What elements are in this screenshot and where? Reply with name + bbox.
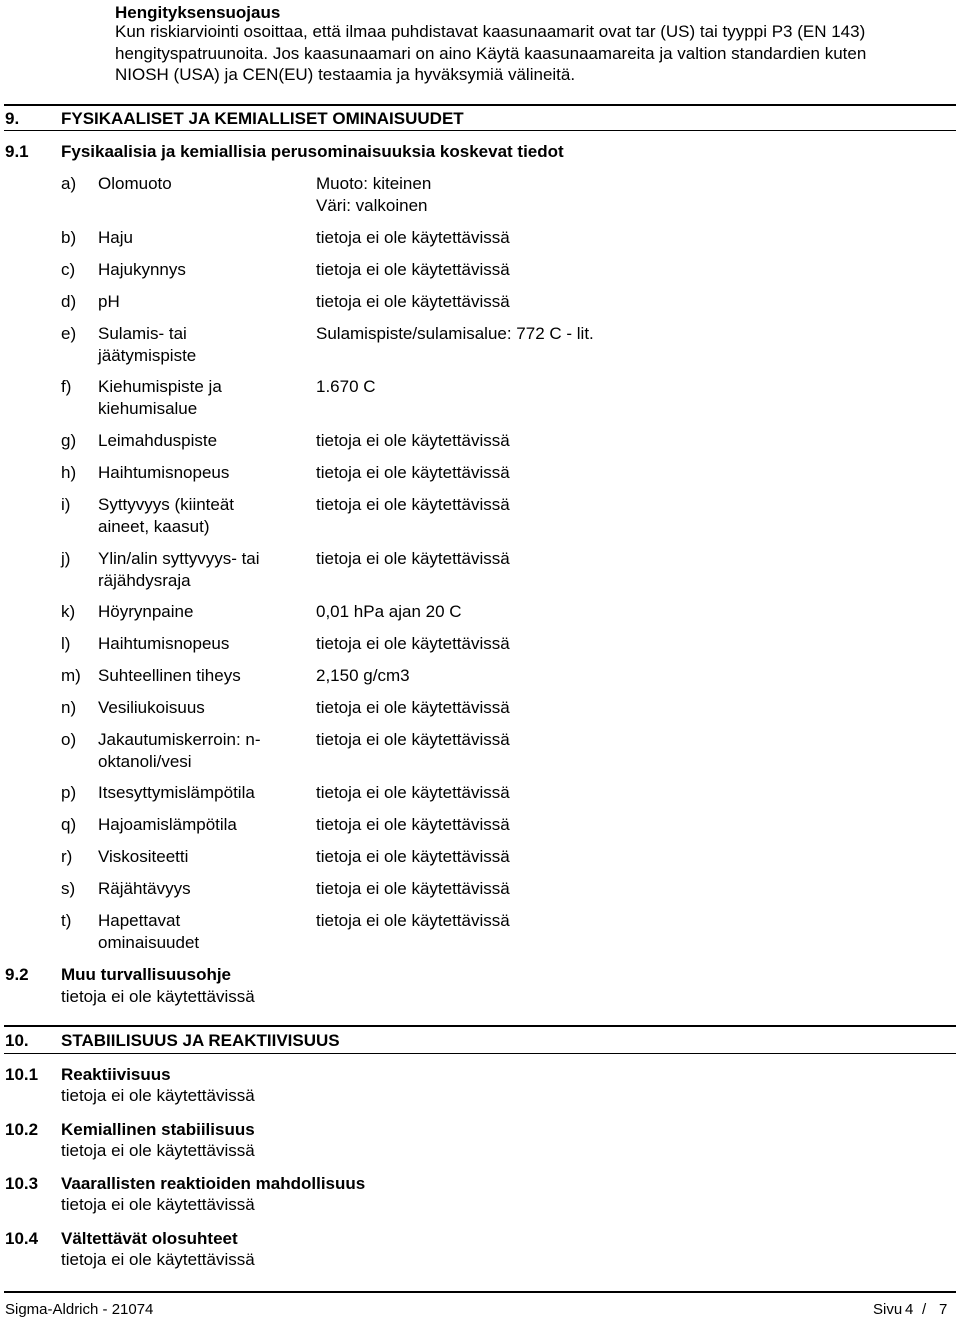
property-value: tietoja ei ole käytettävissä <box>316 549 510 568</box>
property-value: tietoja ei ole käytettävissä <box>316 879 510 898</box>
subsection-title: Muu turvallisuusohje <box>61 965 232 984</box>
subsection-title: Reaktiivisuus <box>61 1065 171 1084</box>
footer-page-total: 7 <box>939 1301 948 1318</box>
subsection-text: tietoja ei ole käytettävissä <box>61 1086 255 1105</box>
property-value: tietoja ei ole käytettävissä <box>316 634 510 653</box>
paragraph-line: Kun riskiarviointi osoittaa, että ilmaa puhdistavat kaasunaamarit ovat tar (US) tai tyyppi P3 (EN 143) <box>115 22 866 41</box>
property-value: tietoja ei ole käytettävissä <box>316 292 510 311</box>
property-name: Syttyvyys (kiinteät aineet, kaasut) <box>98 495 235 536</box>
property-value: tietoja ei ole käytettävissä <box>316 495 510 514</box>
subsection-text: tietoja ei ole käytettävissä <box>61 987 255 1006</box>
section-divider <box>4 1025 956 1027</box>
property-value: tietoja ei ole käytettävissä <box>316 815 510 834</box>
subsection-number: 10.3 <box>5 1174 39 1193</box>
property-letter: f) <box>61 377 72 396</box>
property-letter: q) <box>61 815 77 834</box>
paragraph-line: NIOSH (USA) ja CEN(EU) testaamia ja hyväksymiä välineitä. <box>115 65 576 84</box>
property-value: tietoja ei ole käytettävissä <box>316 847 510 866</box>
property-name: Hajukynnys <box>98 260 186 279</box>
property-letter: m) <box>61 666 81 685</box>
subsection-title: Vältettävät olosuhteet <box>61 1229 238 1248</box>
property-value: tietoja ei ole käytettävissä <box>316 260 510 279</box>
property-value: Muoto: kiteinen <box>316 174 432 193</box>
property-letter: b) <box>61 228 77 247</box>
footer-page-number: 4 <box>905 1301 914 1318</box>
property-value: tietoja ei ole käytettävissä <box>316 463 510 482</box>
property-letter: d) <box>61 292 77 311</box>
property-letter: j) <box>61 549 71 568</box>
property-letter: g) <box>61 431 77 450</box>
property-letter: t) <box>61 911 72 930</box>
property-name: Leimahduspiste <box>98 431 218 450</box>
property-letter: a) <box>61 174 77 193</box>
footer-document-id: Sigma-Aldrich - 21074 <box>5 1301 154 1318</box>
subsection-number: 10.1 <box>5 1065 39 1084</box>
property-name: Jakautumiskerroin: n-oktanoli/vesi <box>98 730 261 771</box>
subsection-heading: Hengityksensuojaus <box>115 3 281 22</box>
footer-page-separator: / <box>922 1301 927 1318</box>
property-name: Räjähtävyys <box>98 879 191 898</box>
property-value: tietoja ei ole käytettävissä <box>316 730 510 749</box>
subsection-title: Kemiallinen stabiilisuus <box>61 1120 255 1139</box>
property-letter: p) <box>61 783 77 802</box>
subsection-text: tietoja ei ole käytettävissä <box>61 1195 255 1214</box>
section-divider <box>4 1053 956 1054</box>
property-letter: n) <box>61 698 77 717</box>
property-value: tietoja ei ole käytettävissä <box>316 228 510 247</box>
section-title: STABIILISUUS JA REAKTIIVISUUS <box>61 1031 340 1050</box>
subsection-text: tietoja ei ole käytettävissä <box>61 1250 255 1269</box>
property-letter: l) <box>61 634 71 653</box>
property-name: Kiehumispiste ja kiehumisalue <box>98 377 222 418</box>
property-letter: k) <box>61 602 76 621</box>
section-divider <box>4 130 956 131</box>
property-name: Hajoamislämpötila <box>98 815 237 834</box>
subsection-title: Vaarallisten reaktioiden mahdollisuus <box>61 1174 366 1193</box>
property-letter: c) <box>61 260 76 279</box>
property-letter: s) <box>61 879 76 898</box>
property-letter: e) <box>61 324 77 343</box>
footer-page-label: Sivu <box>873 1301 903 1318</box>
property-value: tietoja ei ole käytettävissä <box>316 783 510 802</box>
section-number: 10. <box>5 1031 29 1050</box>
subsection-number: 9.1 <box>5 142 29 161</box>
section-divider <box>4 104 956 106</box>
subsection-number: 9.2 <box>5 965 29 984</box>
property-name: Itsesyttymislämpötila <box>98 783 255 802</box>
property-name: Höyrynpaine <box>98 602 194 621</box>
property-name: Haihtumisnopeus <box>98 463 230 482</box>
subsection-title: Fysikaalisia ja kemiallisia perusominaisuuksia koskevat tiedot <box>61 142 564 161</box>
property-name: Ylin/alin syttyvyys- tai räjähdysraja <box>98 549 260 590</box>
paragraph-line: hengityspatruunoita. Jos kaasunaamari on aino Käytä kaasunaamareita ja valtion standardien kuten <box>115 44 867 63</box>
property-name: Haihtumisnopeus <box>98 634 230 653</box>
property-value: tietoja ei ole käytettävissä <box>316 911 510 930</box>
property-name: Vesiliukoisuus <box>98 698 205 717</box>
property-letter: i) <box>61 495 71 514</box>
property-name: Haju <box>98 228 133 247</box>
property-value: 1.670 C <box>316 377 376 396</box>
property-value: 0,01 hPa ajan 20 C <box>316 602 462 621</box>
property-name: pH <box>98 292 120 311</box>
property-value: tietoja ei ole käytettävissä <box>316 431 510 450</box>
property-value: 2,150 g/cm3 <box>316 666 410 685</box>
property-name: Viskositeetti <box>98 847 189 866</box>
property-letter: o) <box>61 730 77 749</box>
property-value: Sulamispiste/sulamisalue: 772 C - lit. <box>316 324 594 343</box>
property-letter: r) <box>61 847 73 866</box>
subsection-number: 10.2 <box>5 1120 39 1139</box>
property-name: Olomuoto <box>98 174 172 193</box>
section-number: 9. <box>5 109 20 128</box>
property-value: Väri: valkoinen <box>316 196 428 215</box>
property-value: tietoja ei ole käytettävissä <box>316 698 510 717</box>
property-name: Sulamis- tai jäätymispiste <box>98 324 197 365</box>
subsection-number: 10.4 <box>5 1229 39 1248</box>
section-title: FYSIKAALISET JA KEMIALLISET OMINAISUUDET <box>61 109 464 128</box>
property-name: Suhteellinen tiheys <box>98 666 241 685</box>
property-letter: h) <box>61 463 77 482</box>
subsection-text: tietoja ei ole käytettävissä <box>61 1141 255 1160</box>
property-name: Hapettavat ominaisuudet <box>98 911 200 952</box>
footer-divider <box>4 1291 956 1293</box>
